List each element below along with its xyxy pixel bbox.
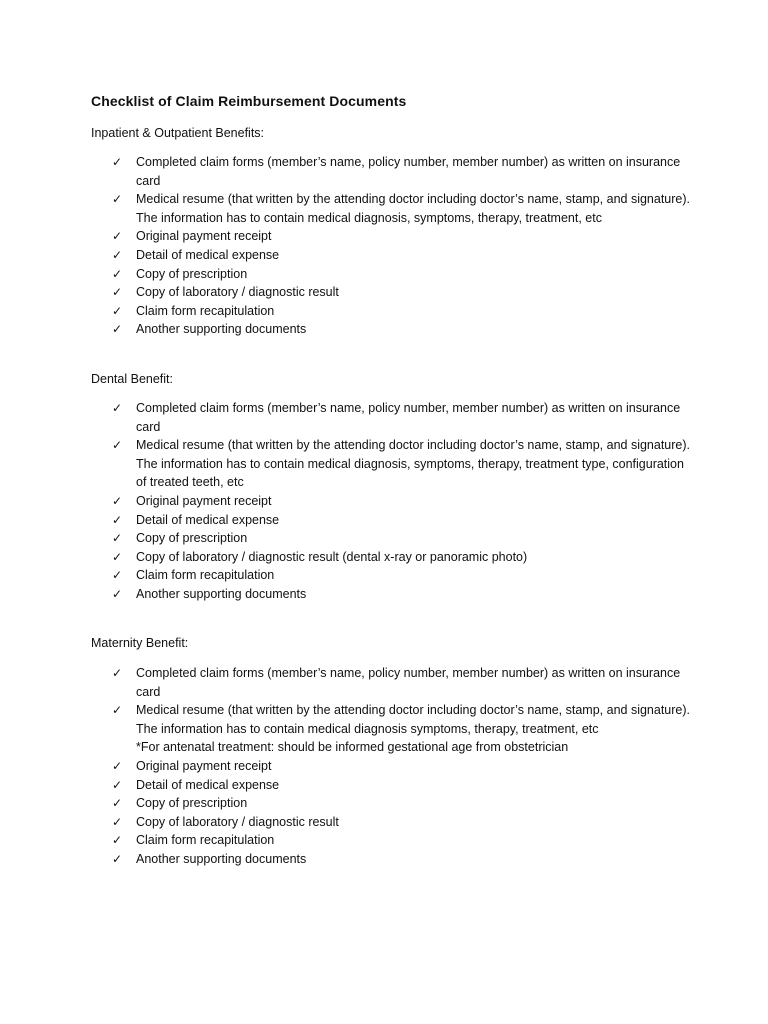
list-item: ✓ Copy of laboratory / diagnostic result [112,283,692,302]
check-icon: ✓ [112,247,123,262]
checklist-maternity [112,664,692,869]
list-item: ✓ Claim form recapitulation [112,831,692,850]
check-icon: ✓ [112,758,123,773]
list-item: ✓ Completed claim forms (member’s name, policy number, member number) as written on insurance card [112,155,681,188]
list-item: ✓ Copy of laboratory / diagnostic result [112,813,692,832]
check-icon: ✓ [112,814,123,829]
check-icon: ✓ [112,493,123,508]
list-item: ✓ Copy of laboratory / diagnostic result (dental x-ray or panoramic photo) [112,548,692,567]
list-item: ✓ Claim form recapitulation [112,566,692,585]
check-icon: ✓ [112,155,123,169]
check-icon: ✓ [112,229,123,244]
list-item: ✓ Completed claim forms (member’s name, policy number, member number) as written on insurance card [112,666,681,699]
list-item: ✓ Medical resume (that written by the attending doctor including doctor’s name, stamp, and signature). The information has to contain medical diagnosis, symptoms, therapy, treatment, etc [112,192,690,225]
section-heading-inpatient-outpatient: Inpatient & Outpatient Benefits: [91,126,265,140]
antenatal-note: *For antenatal treatment: should be informed gestational age from obstetrician [136,740,569,755]
check-icon: ✓ [112,266,123,281]
check-icon: ✓ [112,549,123,564]
list-item: ✓ Another supporting documents [112,850,692,869]
check-icon: ✓ [112,322,123,337]
list-item: ✓ Original payment receipt [112,757,692,776]
check-icon: ✓ [112,531,123,546]
list-item: ✓ Original payment receipt [112,227,692,246]
check-icon: ✓ [112,303,123,318]
check-icon: ✓ [112,192,123,207]
check-icon: ✓ [112,851,123,866]
check-icon: ✓ [112,512,123,527]
list-item: ✓ Copy of prescription [112,265,692,284]
list-item: ✓ Original payment receipt [112,492,692,511]
check-icon: ✓ [112,285,123,300]
list-item: ✓ Medical resume (that written by the attending doctor including doctor’s name, stamp, and signature). The information has to contain medical diagnosis symptoms, therapy, treatment, etc *For antenatal treatment: should be informed gestational age from obstetrician [112,701,692,757]
list-item: ✓ Copy of prescription [112,794,692,813]
list-item: ✓ Detail of medical expense [112,776,692,795]
document-title: Checklist of Claim Reimbursement Documents [91,93,407,109]
list-item: ✓ Detail of medical expense [112,511,692,530]
section-heading-dental: Dental Benefit: [91,372,173,386]
list-item: ✓ Copy of prescription [112,529,692,548]
list-item: ✓ Medical resume (that written by the attending doctor including doctor’s name, stamp, and signature). The information has to contain medical diagnosis, symptoms, therapy, treatment type, configuration of treated teeth, etc [112,438,690,490]
list-item: ✓ Detail of medical expense [112,246,692,265]
check-icon: ✓ [112,568,123,583]
check-icon: ✓ [112,438,123,453]
check-icon: ✓ [112,586,123,601]
checklist-inpatient-outpatient [112,153,692,339]
check-icon: ✓ [112,703,123,718]
check-icon: ✓ [112,666,123,680]
section-heading-maternity: Maternity Benefit: [91,636,189,650]
check-icon: ✓ [112,401,123,415]
list-item: ✓ Another supporting documents [112,585,692,604]
list-item: ✓ Completed claim forms (member’s name, policy number, member number) as written on insurance card [112,401,681,434]
list-item: ✓ Claim form recapitulation [112,302,692,321]
check-icon: ✓ [112,796,123,811]
list-item: ✓ Another supporting documents [112,320,692,339]
check-icon: ✓ [112,833,123,848]
check-icon: ✓ [112,777,123,792]
checklist-dental [112,399,692,604]
